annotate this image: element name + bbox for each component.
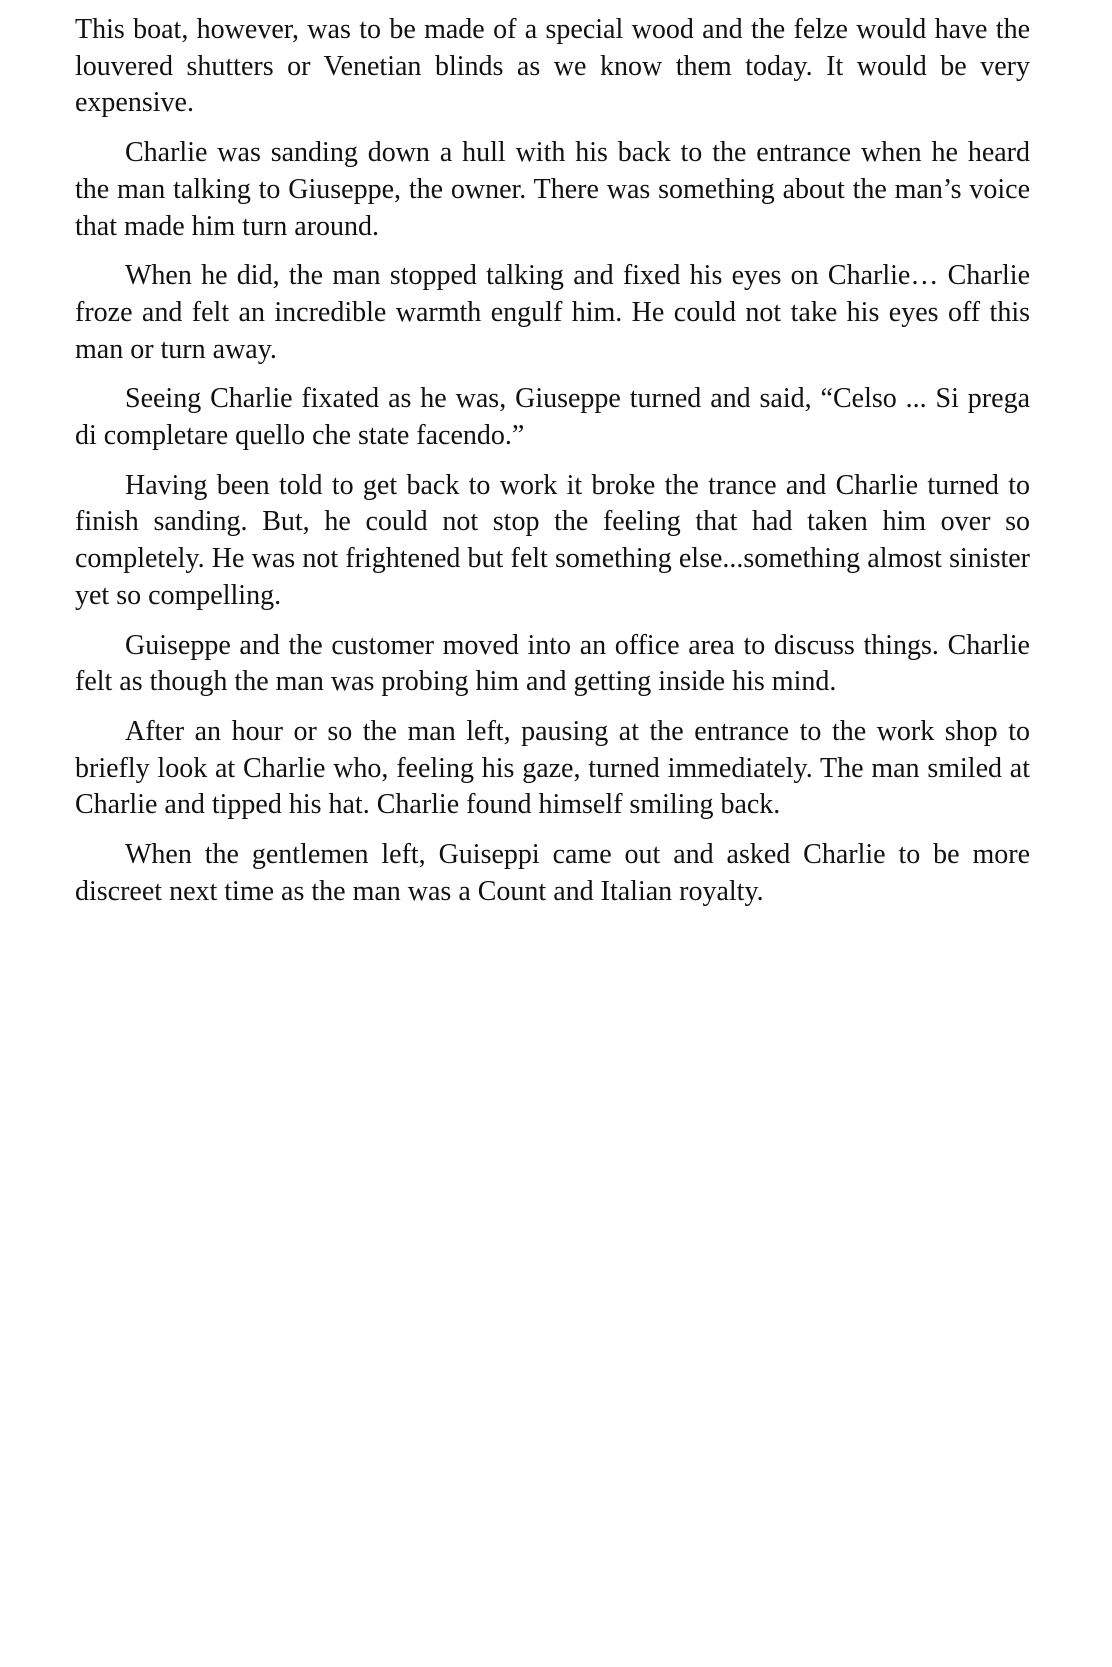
- paragraph: When he did, the man stopped talking and fixed his eyes on Charlie… Charlie froze and felt an incredible warmth engulf him. He could not take his eyes off this man or turn away.: [75, 260, 1030, 365]
- paragraph: When the gentlemen left, Guiseppi came out and asked Charlie to be more discreet next time as the man was a Count and Italian royalty.: [75, 839, 1030, 907]
- paragraph: Having been told to get back to work it broke the trance and Charlie turned to finish sanding. But, he could not stop the feeling that had taken him over so completely. He was not frightened but felt something else...something almost sinister yet so compelling.: [75, 469, 1030, 611]
- paragraph: Seeing Charlie fixated as he was, Giuseppe turned and said, “Celso ... Si prega di completare quello che state facendo.”: [75, 383, 1030, 452]
- paragraph: Guiseppe and the customer moved into an office area to discuss things. Charlie felt as though the man was probing him and getting inside his mind.: [75, 629, 1030, 698]
- paragraph: This boat, however, was to be made of a special wood and the felze would have the louvered shutters or Venetian blinds as we know them today. It would be very expensive.: [75, 14, 1030, 119]
- paragraph: Charlie was sanding down a hull with his back to the entrance when he heard the man talking to Giuseppe, the owner. There was something about the man’s voice that made him turn around.: [75, 137, 1030, 242]
- paragraph: After an hour or so the man left, pausing at the entrance to the work shop to briefly look at Charlie who, feeling his gaze, turned immediately. The man smiled at Charlie and tipped his hat. Charlie found himself smiling back.: [75, 715, 1030, 821]
- page-body: [75, 12, 1030, 923]
